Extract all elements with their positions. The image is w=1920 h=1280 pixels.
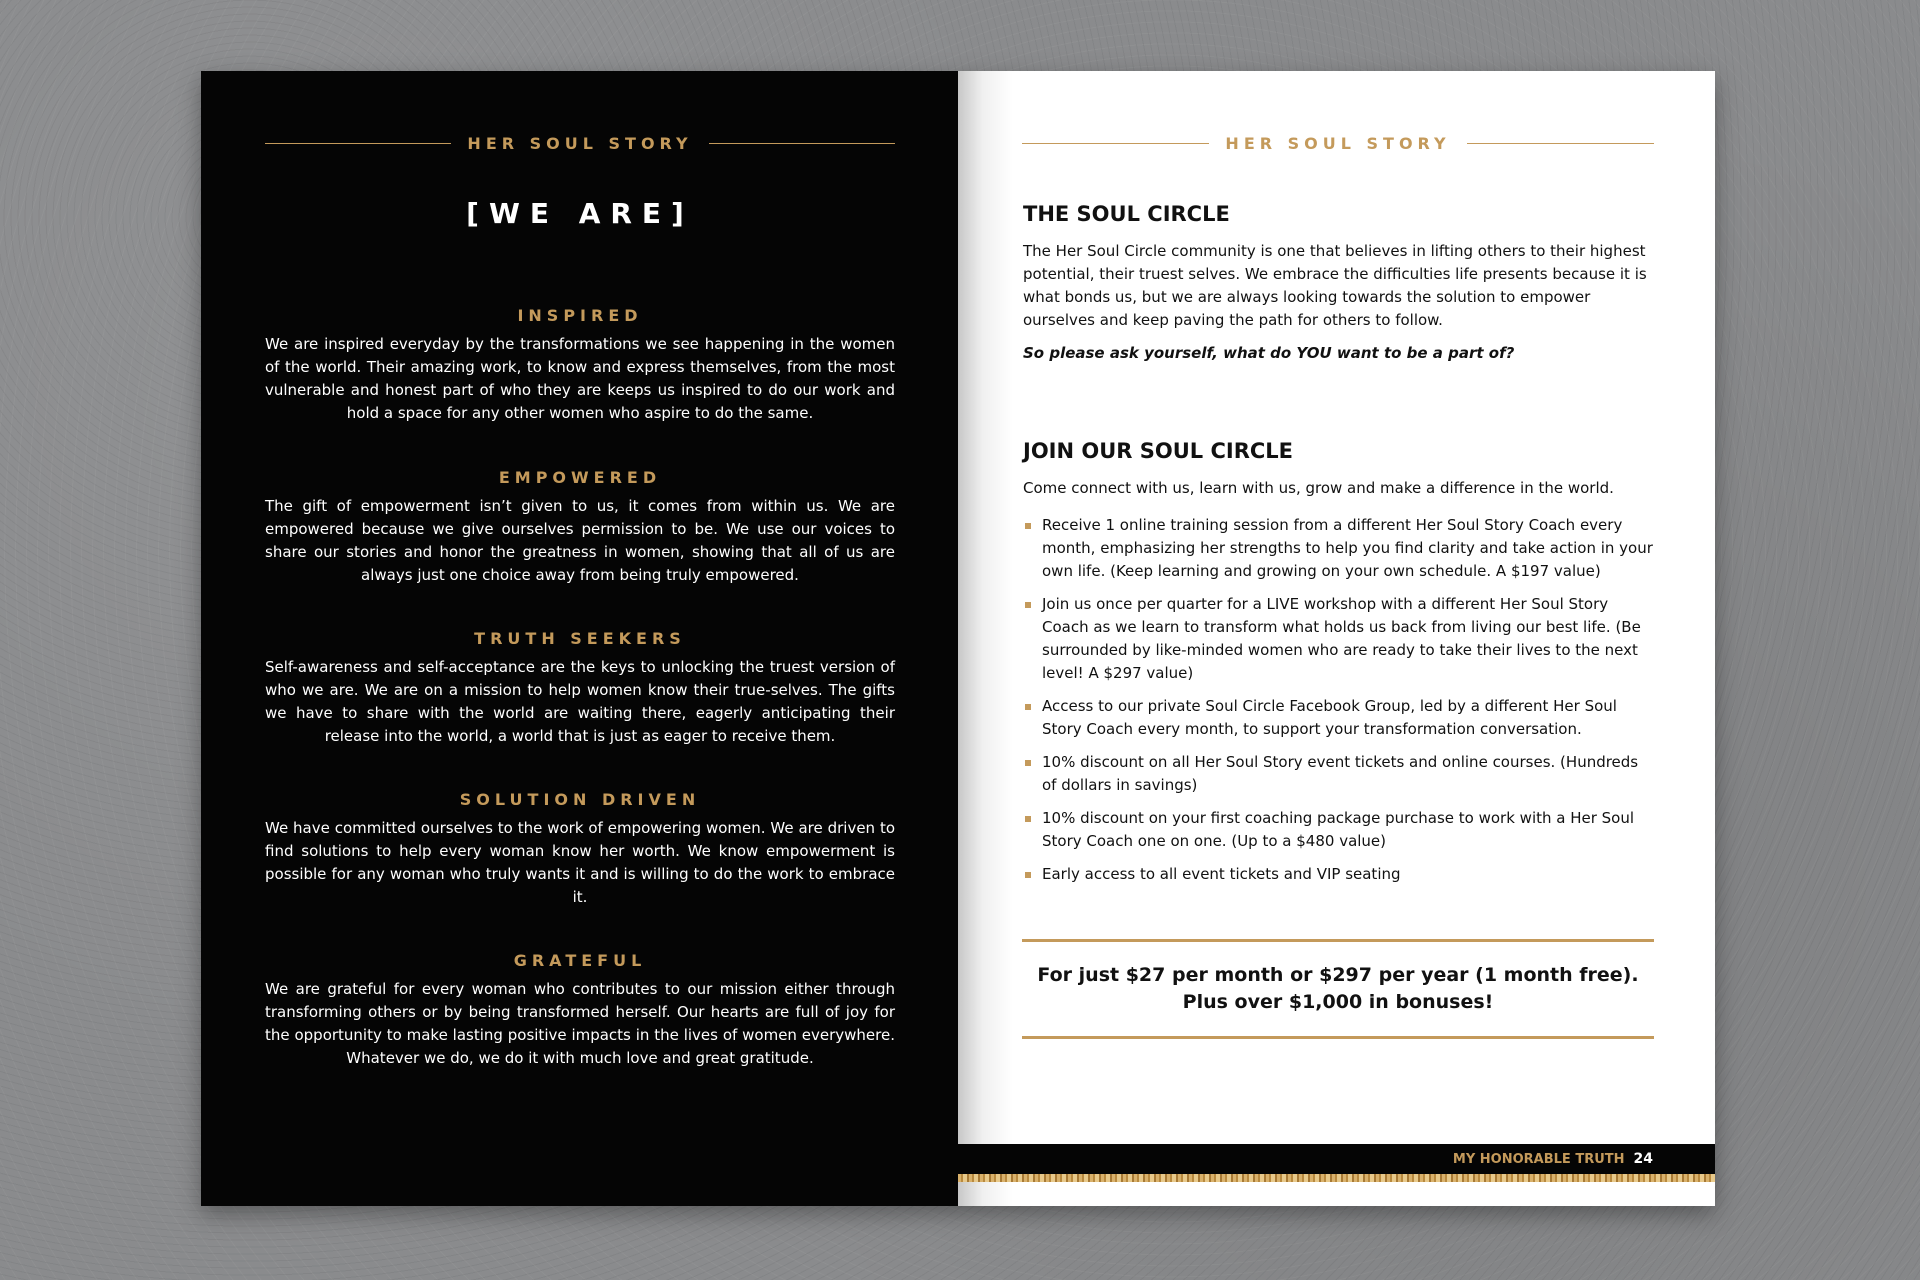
benefit-text: 10% discount on your first coaching package purchase to work with a Her Soul Story Coach one on one. (Up to a $480 value) — [1042, 809, 1635, 850]
left-running-head — [265, 133, 895, 153]
running-head-label: HER SOUL STORY — [1225, 133, 1451, 153]
section-empowered — [265, 468, 895, 587]
offer-bonus: Plus over $1,000 in bonuses! — [1182, 991, 1494, 1013]
bullet-square-icon — [1025, 872, 1031, 878]
left-page — [201, 71, 958, 1206]
list-item — [1023, 807, 1655, 853]
bullet-square-icon — [1025, 760, 1031, 766]
footer-title: MY HONORABLE TRUTH — [1452, 1151, 1625, 1167]
book-spread — [201, 71, 1715, 1206]
bullet-square-icon — [1025, 602, 1031, 608]
offer-box — [1022, 939, 1654, 1039]
section-title: EMPOWERED — [498, 468, 662, 487]
running-head-label: HER SOUL STORY — [467, 133, 693, 153]
right-running-head — [1022, 133, 1654, 153]
running-head-rule-left — [265, 143, 451, 144]
join-section — [1023, 439, 1655, 896]
soul-circle-section — [1023, 202, 1655, 362]
benefit-text: Join us once per quarter for a LIVE workshop with a different Her Soul Story Coach as we learn to transform what holds us back from living our best life. (Be surrounded by like-minded women who are ready to take their lives to the next level! A $297 value) — [1042, 595, 1641, 682]
section-body: Self-awareness and self-acceptance are the keys to unlocking the truest version of who we are. We are on a mission to help women know their true-selves. The gifts we have to share with the world are waiting there, eagerly anticipating their release into the world, a world that is just as eager to receive them. — [265, 658, 895, 745]
join-heading: JOIN OUR SOUL CIRCLE — [1023, 439, 1294, 463]
soul-circle-heading: THE SOUL CIRCLE — [1023, 202, 1230, 226]
section-solution-driven — [265, 790, 895, 909]
section-title: GRATEFUL — [513, 951, 647, 970]
benefit-text: Early access to all event tickets and VIP seating — [1042, 865, 1401, 883]
running-head-rule-right — [709, 143, 895, 144]
running-head-rule-left — [1022, 143, 1209, 144]
section-body: We have committed ourselves to the work of empowering women. We are driven to find solutions to help every woman know her worth. We know empowerment is possible for any woman who truly wants it and is willing to do the work to embrace it. — [265, 819, 895, 906]
page-title: [WE ARE] — [466, 197, 694, 230]
list-item — [1023, 695, 1655, 741]
soul-circle-question: So please ask yourself, what do YOU want to be a part of? — [1023, 344, 1515, 362]
section-title: TRUTH SEEKERS — [474, 629, 686, 648]
running-head-rule-right — [1467, 143, 1654, 144]
list-item — [1023, 751, 1655, 797]
benefit-text: Access to our private Soul Circle Facebook Group, led by a different Her Soul Story Coach every month, to support your transformation conversation. — [1042, 697, 1617, 738]
section-title: SOLUTION DRIVEN — [459, 790, 701, 809]
section-body: The gift of empowerment isn’t given to us, it comes from within us. We are empowered because we give ourselves permission to be. We use our voices to share our stories and honor the greatness in women, showing that all of us are always just one choice away from being truly empowered. — [265, 497, 895, 584]
section-truth-seekers — [265, 629, 895, 748]
benefits-list — [1023, 514, 1655, 886]
section-body: We are grateful for every woman who contributes to our mission either through transforming others or by being transformed herself. Our hearts are full of joy for the opportunity to make lasting positive impacts in the lives of women everywhere. Whatever we do, we do it with much love and great gratitude. — [265, 980, 895, 1067]
bullet-square-icon — [1025, 816, 1031, 822]
soul-circle-body: The Her Soul Circle community is one that believes in lifting others to their highest potential, their truest selves. We embrace the difficulties life presents because it is what bonds us, but we are always looking towards the solution to empower ourselves and keep paving the path for others to follow. — [1023, 242, 1647, 329]
list-item — [1023, 593, 1655, 685]
page-footer — [958, 1144, 1715, 1174]
section-title: INSPIRED — [517, 306, 643, 325]
list-item — [1023, 514, 1655, 583]
benefit-text: Receive 1 online training session from a different Her Soul Story Coach every month, emphasizing her strengths to help you find clarity and take action in your own life. (Keep learning and growing on your own schedule. A $197 value) — [1042, 516, 1653, 580]
section-body: We are inspired everyday by the transformations we see happening in the women of the world. Their amazing work, to know and express themselves, from the most vulnerable and honest part of who they are keeps us inspired to do our work and hold a space for any other women who aspire to do the same. — [265, 335, 895, 422]
bullet-square-icon — [1025, 523, 1031, 529]
offer-price: For just $27 per month or $297 per year (1 month free). — [1037, 964, 1639, 986]
join-intro: Come connect with us, learn with us, grow and make a difference in the world. — [1023, 479, 1614, 497]
benefit-text: 10% discount on all Her Soul Story event tickets and online courses. (Hundreds of dollars in savings) — [1042, 753, 1639, 794]
section-inspired — [265, 306, 895, 425]
gold-foil-strip — [958, 1174, 1715, 1182]
bullet-square-icon — [1025, 704, 1031, 710]
list-item — [1023, 863, 1655, 886]
section-grateful — [265, 951, 895, 1070]
page-number: 24 — [1633, 1151, 1653, 1167]
right-page — [958, 71, 1715, 1206]
gutter-shadow — [958, 71, 1013, 1206]
